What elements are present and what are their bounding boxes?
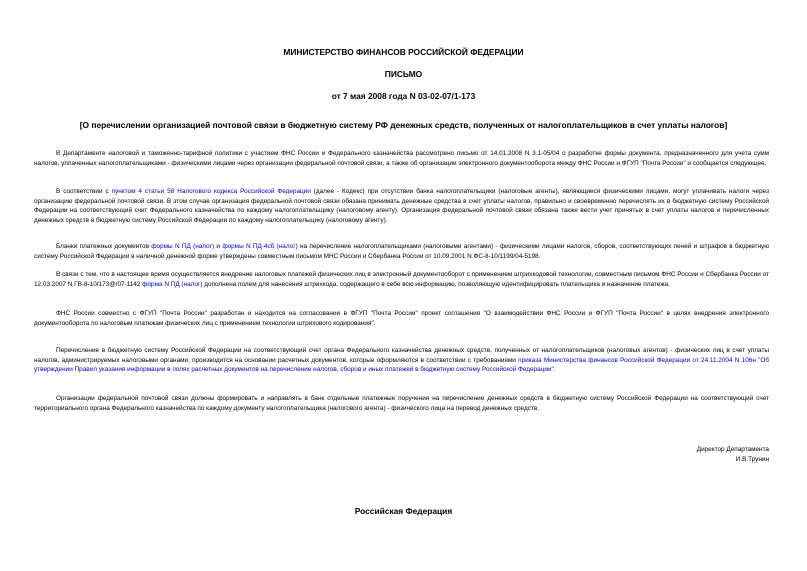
document-date-number: от 7 мая 2008 года N 03-02-07/1-173 <box>331 91 476 101</box>
paragraph-2-text-1: В соответствии с <box>56 188 112 195</box>
signature-position: Директор Департамента <box>696 446 769 453</box>
paragraph-6-text-1: Перечисление в бюджетную систему Российской Федерации на соответствующий счет органа Федерального казначейства денежных средств, полученных от налогоплательщиков (налоговых агентов) - физических лиц в счет уплаты налогов, администрируемых налоговыми органами, производится на основании расчетных документов, которые оформляются в соответствии с требованиями <box>34 347 769 364</box>
document-subject: [О перечислении организацией почтовой связи в бюджетную систему РФ денежных средств, полученных от налогоплательщиков в счет уплаты налогов] <box>79 120 728 130</box>
paragraph-7: Организации федеральной почтовой связи должны формировать и направлять в банк отдельные платежные поручения на перечисление денежных средств в бюджетную систему Российской Федерации на соответствующий счет территориального органа Федерального казначейства по каждому документу налогоплательщика (налогового агента) - физического лица на перевод денежных средств. <box>34 395 769 412</box>
paragraph-3-text-3: на перечисление налогоплательщиками (налоговыми агентами) - физическими лицами налогов, сборов, соответствующих пеней и штрафов в бюджетную систему Российской Федерации в наличной денежной форме утверждены совместным письмом МНС России и Сбербанка России от 10.09.2001 N ФС-8-10/1199/04-5198. <box>34 243 770 260</box>
paragraph-4-text-1: В связи с тем, что в настоящее время осуществляется внедрение налоговых платежей физических лиц в электронный документооборот с применением штрихкодовой технологии, совместным письмом ФНС России и Сбербанка России от 12.03.2007 N ГВ-8-10/173@/07-1142 <box>34 271 769 288</box>
form-pd-4sb-nalog-link[interactable]: формы N ПД-4сб (налог) <box>222 243 298 250</box>
tax-code-article-58-link[interactable]: пунктом 4 статьи 58 Налогового кодекса Российской Федерации <box>111 188 311 195</box>
form-pd-nalog-link[interactable]: формы N ПД (налог) <box>151 243 215 250</box>
paragraph-6 <box>34 346 769 375</box>
paragraph-2 <box>34 187 769 225</box>
paragraph-4-text-2: дополнена полем для нанесения штрихкода, содержащего в себе всю информацию, позволяющую идентифицировать плательщика и назначение платежа. <box>202 280 670 288</box>
paragraph-4 <box>34 270 769 289</box>
paragraph-3 <box>34 242 769 261</box>
minfin-order-106n-link[interactable]: приказа Министерства финансов Российской Федерации от 24.11.2004 N 106н "Об утверждении Правил указания информации в полях расчетных документов на перечисление налогов, сборов и иных платежей в бюджетную систему Российской Федерации" <box>34 356 770 374</box>
paragraph-1: В Департаменте налоговой и таможенно-тарифной политики с участием ФНС России и Федерального казначейства рассмотрено письмо от 14.01.2008 N 3.1-05/04 о разработке формы документа, предназначенного для учета сумм налогов, уплаченных налогоплательщиками - физическими лицами через организации федеральной почтовой связи, а также об организации электронного документооборота между ФНС России и ФГУП "Почта России" и сообщается следующее. <box>34 150 769 167</box>
form-pd-nalog-link-2[interactable]: форма N ПД (налог) <box>142 280 203 288</box>
ministry-title: МИНИСТЕРСТВО ФИНАНСОВ РОССИЙСКОЙ ФЕДЕРАЦИИ <box>283 47 524 57</box>
paragraph-2-text-2: (далее - Кодекс) при отсутствии банка налогоплательщики (налоговые агенты), являющиеся физическими лицами, могут уплачивать налоги через организацию федеральной почтовой связи. В этом случае организация федеральной почтовой связи обязана принимать денежные средства в счет уплаты налогов, правильно и своевременно перечислять их в бюджетную систему Российской Федерации на соответствующий счет Федерального казначейства по каждому налогоплательщику (налоговому агенту). Организация федеральной почтовой связи обязана также вести учет принятых в счет уплаты налогов и перечисленных денежных средств в бюджетную систему Российской Федерации по каждому налогоплательщику (налоговому агенту). <box>34 188 769 224</box>
paragraph-3-text-1: Бланки платежных документов <box>56 243 152 250</box>
paragraph-3-text-2: и <box>214 243 223 250</box>
paragraph-5: ФНС России совместно с ФГУП "Почта России" разработан и находится на согласовании в ФГУП "Почта России" проект соглашения "О взаимодействии ФНС России и ФГУП "Почта России" в целях внедрения электронного документооборота по налоговым платежам физических лиц с применением технологии штрихового кодирования". <box>34 310 769 327</box>
paragraph-6-text-2: . <box>553 366 556 374</box>
signature-name: И.В.Трунин <box>735 456 769 463</box>
footer-country: Российская Федерация <box>354 506 453 516</box>
document-type: ПИСЬМО <box>384 69 423 79</box>
